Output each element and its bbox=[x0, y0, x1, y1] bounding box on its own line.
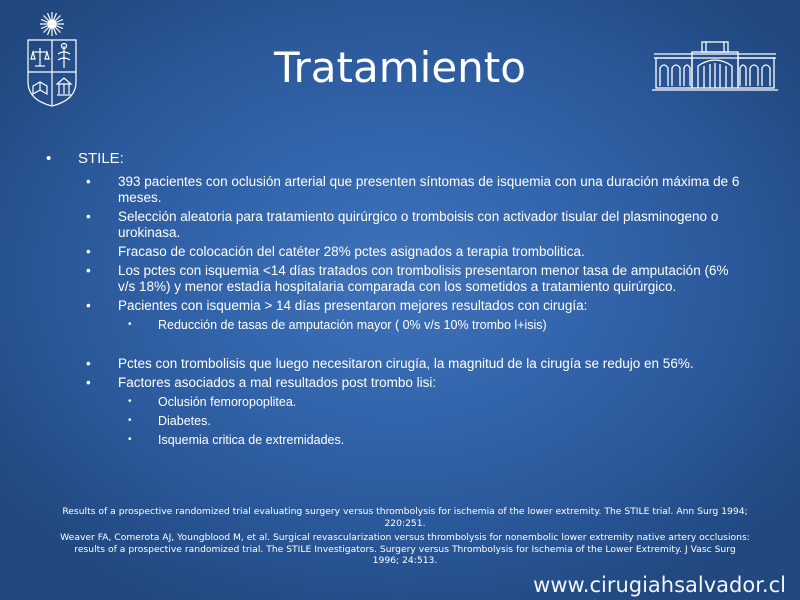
sub-bullet-item bbox=[40, 174, 740, 206]
sub-bullet-item bbox=[40, 244, 740, 260]
bullet-marker: • bbox=[86, 244, 91, 259]
references bbox=[60, 506, 750, 570]
bullet-marker: • bbox=[128, 415, 132, 426]
bullet-text: Pctes con trombolisis que luego necesitaron cirugía, la magnitud de la cirugía se redujo en 56%. bbox=[118, 356, 694, 371]
sub-sub-bullet-item bbox=[40, 432, 740, 448]
bullet-text: Selección aleatoria para tratamiento quirúrgico o tromboisis con activador tisular del plasminogeno o urokinasa. bbox=[118, 209, 719, 240]
bullet-marker: • bbox=[86, 174, 91, 189]
slide-title: Tratamiento bbox=[274, 43, 526, 92]
website-footer: www.cirugiahsalvador.cl bbox=[533, 573, 786, 597]
bullet-list bbox=[40, 150, 740, 448]
bullet-marker: • bbox=[86, 298, 91, 313]
bullet-text: Los pctes con isquemia <14 días tratados con trombolisis presentaron menor tasa de amputación (6% v/s 18%) y menor estadía hospitalaria comparada con los sometidos a tratamiento quirúrgico. bbox=[118, 263, 729, 294]
bullet-marker: • bbox=[46, 150, 52, 167]
bullet-text: Pacientes con isquemia > 14 días presentaron mejores resultados con cirugía: bbox=[118, 298, 588, 313]
bullet-text: Diabetes. bbox=[158, 414, 211, 428]
bullet-text: Fracaso de colocación del catéter 28% pctes asignados a terapia trombolitica. bbox=[118, 244, 585, 259]
bullet-text: Factores asociados a mal resultados post trombo lisi: bbox=[118, 375, 437, 390]
reference-item: Weaver FA, Comerota AJ, Youngblood M, et al. Surgical revascularization versus thrombolysis for nonembolic lower extremity native artery occlusions: results of a prospective randomized trial. The STILE Investigators. Surgery versus Thrombolysis for Ischemia of the Lower Extremity. J Vasc Surg 1996; 24:513. bbox=[60, 532, 750, 566]
bullet-text: 393 pacientes con oclusión arterial que presenten síntomas de isquemia con una duración máxima de 6 meses. bbox=[118, 174, 740, 205]
bullet-marker: • bbox=[86, 356, 91, 371]
sub-sub-bullet-item bbox=[40, 413, 740, 429]
bullet-text: Oclusión femoropoplitea. bbox=[158, 395, 297, 409]
bullet-text: Isquemia critica de extremidades. bbox=[158, 433, 345, 447]
bullet-marker: • bbox=[86, 209, 91, 224]
bullet-marker: • bbox=[86, 375, 91, 390]
bullet-marker: • bbox=[128, 319, 132, 330]
sub-sub-bullet-item bbox=[40, 394, 740, 410]
bullet-text: Reducción de tasas de amputación mayor ( 0% v/s 10% trombo l+isis) bbox=[158, 318, 547, 332]
sub-bullet-item bbox=[40, 356, 740, 372]
bullet-marker: • bbox=[128, 434, 132, 445]
sub-sub-bullet-item bbox=[40, 317, 740, 333]
sub-bullet-item bbox=[40, 209, 740, 241]
sub-bullet-item bbox=[40, 263, 740, 295]
sub-bullet-item bbox=[40, 375, 740, 391]
sub-bullet-item bbox=[40, 298, 740, 314]
spacer bbox=[40, 333, 740, 353]
bullet-item-stile bbox=[40, 150, 740, 168]
bullet-marker: • bbox=[86, 263, 91, 278]
reference-item: Results of a prospective randomized trial evaluating surgery versus thrombolysis for ischemia of the lower extremity. The STILE trial. Ann Surg 1994; 220:251. bbox=[62, 506, 748, 529]
bullet-text: STILE: bbox=[78, 150, 124, 167]
bullet-marker: • bbox=[128, 396, 132, 407]
